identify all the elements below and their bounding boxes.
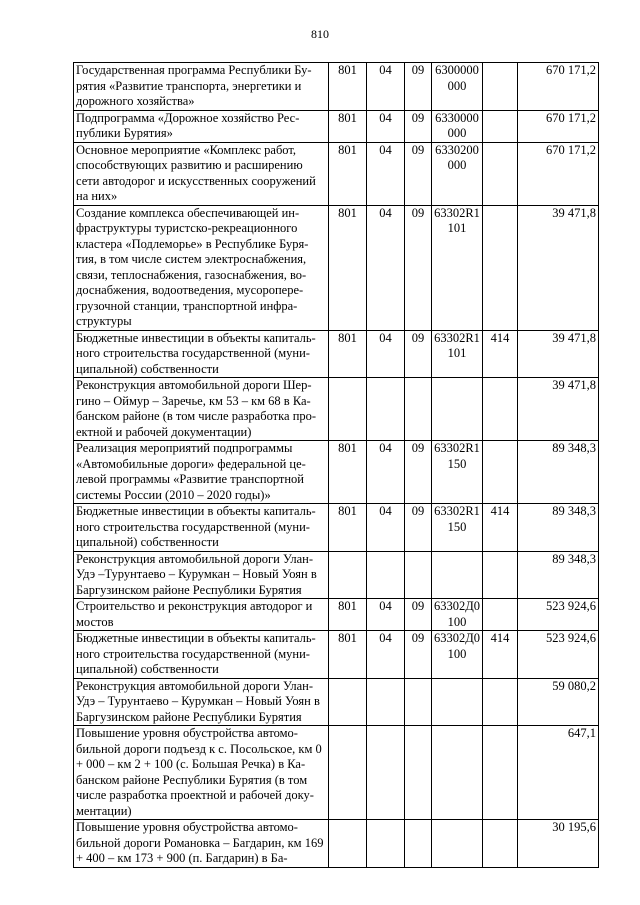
- row-name: Основное мероприятие «Комплекс работ, способствующих развитию и расширению сети автодорог и искусственных сооружений на них»: [74, 142, 329, 205]
- table-row: [74, 631, 599, 679]
- row-rz: 04: [367, 599, 405, 631]
- table-row: [74, 504, 599, 552]
- table-row: [74, 142, 599, 205]
- row-csr: 6330200 000: [432, 142, 483, 205]
- row-csr: [432, 551, 483, 599]
- table-row: [74, 726, 599, 820]
- row-sum: 39 471,8: [518, 205, 599, 330]
- row-rz: [367, 551, 405, 599]
- row-vr: 414: [483, 504, 518, 552]
- row-pr: [405, 726, 432, 820]
- row-rz: [367, 726, 405, 820]
- row-pr: 09: [405, 599, 432, 631]
- row-pr: 09: [405, 205, 432, 330]
- row-vr: 414: [483, 631, 518, 679]
- row-ved: [329, 678, 367, 726]
- row-sum: 523 924,6: [518, 631, 599, 679]
- row-sum: 647,1: [518, 726, 599, 820]
- row-csr: [432, 378, 483, 441]
- row-name: Бюджетные инвестиции в объекты капиталь- ного строительства государственной (муни- ципальной) собственности: [74, 504, 329, 552]
- table-row: [74, 205, 599, 330]
- row-ved: [329, 726, 367, 820]
- row-ved: 801: [329, 504, 367, 552]
- row-ved: 801: [329, 631, 367, 679]
- budget-table-body: [74, 63, 599, 868]
- row-rz: 04: [367, 110, 405, 142]
- row-vr: [483, 551, 518, 599]
- row-pr: 09: [405, 63, 432, 111]
- row-pr: [405, 820, 432, 868]
- row-pr: 09: [405, 441, 432, 504]
- row-rz: 04: [367, 330, 405, 378]
- row-vr: [483, 63, 518, 111]
- row-vr: 414: [483, 330, 518, 378]
- row-pr: 09: [405, 110, 432, 142]
- row-pr: 09: [405, 504, 432, 552]
- table-row: [74, 551, 599, 599]
- row-sum: 523 924,6: [518, 599, 599, 631]
- row-sum: 30 195,6: [518, 820, 599, 868]
- row-ved: 801: [329, 599, 367, 631]
- row-rz: [367, 678, 405, 726]
- row-csr: 6300000 000: [432, 63, 483, 111]
- row-ved: 801: [329, 142, 367, 205]
- row-rz: 04: [367, 504, 405, 552]
- row-ved: 801: [329, 63, 367, 111]
- row-pr: [405, 678, 432, 726]
- row-ved: 801: [329, 330, 367, 378]
- budget-table: [73, 62, 599, 868]
- row-rz: 04: [367, 205, 405, 330]
- table-row: [74, 820, 599, 868]
- row-csr: 63302R1 150: [432, 504, 483, 552]
- row-ved: 801: [329, 110, 367, 142]
- row-pr: 09: [405, 631, 432, 679]
- page-number: 810: [311, 27, 329, 41]
- row-ved: [329, 378, 367, 441]
- row-csr: 63302Д0 100: [432, 599, 483, 631]
- row-vr: [483, 378, 518, 441]
- row-ved: 801: [329, 205, 367, 330]
- row-name: Реализация мероприятий подпрограммы «Автомобильные дороги» федеральной це- левой программы «Развитие транспортной системы России (2010 – 2020 годы)»: [74, 441, 329, 504]
- row-vr: [483, 142, 518, 205]
- row-name: Государственная программа Республики Бу- рятия «Развитие транспорта, энергетики и дорожного хозяйства»: [74, 63, 329, 111]
- row-sum: 89 348,3: [518, 551, 599, 599]
- table-row: [74, 110, 599, 142]
- row-ved: 801: [329, 441, 367, 504]
- row-sum: 89 348,3: [518, 441, 599, 504]
- row-sum: 39 471,8: [518, 378, 599, 441]
- row-pr: 09: [405, 142, 432, 205]
- row-sum: 670 171,2: [518, 142, 599, 205]
- table-row: [74, 599, 599, 631]
- row-rz: 04: [367, 441, 405, 504]
- row-sum: 39 471,8: [518, 330, 599, 378]
- row-pr: 09: [405, 330, 432, 378]
- row-csr: [432, 726, 483, 820]
- row-name: Реконструкция автомобильной дороги Улан- Удэ –Турунтаево – Курумкан – Новый Уоян в Баргузинском районе Республики Бурятия: [74, 551, 329, 599]
- row-vr: [483, 205, 518, 330]
- row-csr: 63302R1 101: [432, 330, 483, 378]
- row-sum: 670 171,2: [518, 63, 599, 111]
- row-pr: [405, 551, 432, 599]
- row-name: Реконструкция автомобильной дороги Улан- Удэ – Турунтаево – Курумкан – Новый Уоян в Баргузинском районе Республики Бурятия: [74, 678, 329, 726]
- row-name: Бюджетные инвестиции в объекты капиталь- ного строительства государственной (муни- ципальной) собственности: [74, 631, 329, 679]
- row-ved: [329, 820, 367, 868]
- row-name: Создание комплекса обеспечивающей ин- фраструктуры туристско-рекреационного кластера «Подлеморье» в Республике Буря- тия, в том числе систем электроснабжения, связи, теплоснабжения, газоснабжения, во- доснабжения, водоотведения, мусоропере- грузочной станции, транспортной инфра- структуры: [74, 205, 329, 330]
- row-rz: [367, 378, 405, 441]
- row-csr: 63302Д0 100: [432, 631, 483, 679]
- row-sum: 89 348,3: [518, 504, 599, 552]
- row-pr: [405, 378, 432, 441]
- row-name: Строительство и реконструкция автодорог и мостов: [74, 599, 329, 631]
- row-vr: [483, 441, 518, 504]
- row-vr: [483, 110, 518, 142]
- row-rz: 04: [367, 63, 405, 111]
- row-sum: 59 080,2: [518, 678, 599, 726]
- row-rz: 04: [367, 631, 405, 679]
- row-csr: 63302R1 150: [432, 441, 483, 504]
- row-sum: 670 171,2: [518, 110, 599, 142]
- row-name: Повышение уровня обустройства автомо- бильной дороги Романовка – Багдарин, км 169 + 400 – км 173 + 900 (п. Багдарин) в Ба-: [74, 820, 329, 868]
- row-csr: 6330000 000: [432, 110, 483, 142]
- table-row: [74, 678, 599, 726]
- table-row: [74, 441, 599, 504]
- table-row: [74, 378, 599, 441]
- row-rz: 04: [367, 142, 405, 205]
- row-csr: 63302R1 101: [432, 205, 483, 330]
- table-row: [74, 63, 599, 111]
- row-name: Бюджетные инвестиции в объекты капиталь- ного строительства государственной (муни- ципальной) собственности: [74, 330, 329, 378]
- row-csr: [432, 820, 483, 868]
- table-row: [74, 330, 599, 378]
- row-name: Реконструкция автомобильной дороги Шер- гино – Оймур – Заречье, км 53 – км 68 в Ка- банском районе (в том числе разработка про- ектной и рабочей документации): [74, 378, 329, 441]
- row-vr: [483, 678, 518, 726]
- row-name: Подпрограмма «Дорожное хозяйство Рес- публики Бурятия»: [74, 110, 329, 142]
- row-vr: [483, 599, 518, 631]
- row-csr: [432, 678, 483, 726]
- row-ved: [329, 551, 367, 599]
- row-name: Повышение уровня обустройства автомо- бильной дороги подъезд к с. Посольское, км 0 + 000 – км 2 + 100 (с. Большая Речка) в Ка- банском районе Республики Бурятия (в том числе разработка проектной и рабочей доку- ментации): [74, 726, 329, 820]
- row-vr: [483, 726, 518, 820]
- row-vr: [483, 820, 518, 868]
- row-rz: [367, 820, 405, 868]
